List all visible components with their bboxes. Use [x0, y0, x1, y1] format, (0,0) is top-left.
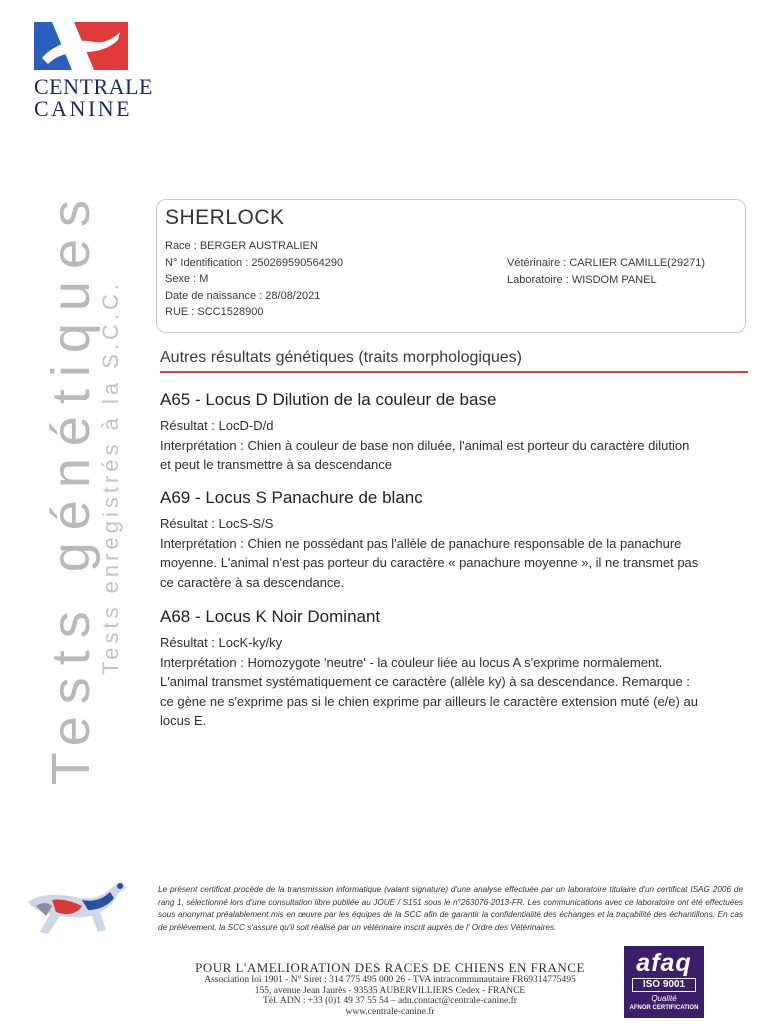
afaq-qualite: Qualité [651, 994, 677, 1003]
dog-flag-icon [34, 22, 128, 70]
afaq-certification-badge [624, 946, 704, 1018]
afaq-brand: afaq [636, 949, 692, 977]
result-interpretation-line: Interprétation : Chien ne possédant pas l'allèle de panachure responsable de la panachure [160, 535, 682, 551]
result-title: A65 - Locus D Dilution de la couleur de base [160, 390, 497, 409]
result-interpretation-line: Interprétation : Homozygote 'neutre' - la couleur liée au locus A s'exprime normalement. [160, 654, 663, 670]
logo-line-1: CENTRALE [34, 74, 153, 99]
result-interpretation-line: ce caractère à sa descendance. [160, 574, 345, 590]
result-a69 [160, 488, 750, 592]
result-interpretation-line: ce gène ne s'exprime pas si le chien exprime par ailleurs le caractère extension muté (e/e) au [160, 693, 698, 709]
result-a68 [160, 607, 750, 731]
afaq-cert: AFNOR CERTIFICATION [629, 1005, 699, 1011]
result-interpretation-line: Interprétation : Chien à couleur de base non diluée, l'animal est porteur du caractère dilution [160, 437, 690, 453]
dog-sexe: Sexe : M [165, 273, 209, 285]
address-street: 155, avenue Jean Jaurès - 93535 AUBERVILLIERS Cedex - FRANCE [254, 985, 526, 996]
address-association: Association loi 1901 - N° Siret : 314 775 495 000 26 - TVA intracommunautaire FR69314775495 [204, 975, 576, 985]
dog-birthdate: Date de naissance : 28/08/2021 [165, 289, 321, 302]
result-value: Résultat : LocD-D/d [160, 418, 274, 433]
legal-notice: Le présent certificat procède de la transmission informatique (valant signature) d'une analyse effectuée par un laboratoire titulaire d'un certificat ISAG 2006 de rang 1, sélectionné lors d'une consultation libre publiée au JOUE / S151 sous le n°263076-2013-FR. Les communications avec ce laboratoire ont été effectuées sous anonymat préalablement mis en œuvre par les équipes de la SCC afin de garantir la confidentialité des échanges et la traçabilité des échantillons. En cas de prélèvement, la SCC s'assure qu'il soit réalisé par un vétérinaire inscrit auprès de l' Ordre des Vétérinaires. [158, 885, 743, 932]
dog-identification: N° Identification : 250269590564290 [165, 256, 344, 269]
afaq-iso: ISO 9001 [632, 978, 696, 992]
result-title: A69 - Locus S Panachure de blanc [160, 488, 423, 507]
section-title: Autres résultats génétiques (traits morphologiques) [160, 349, 748, 373]
dog-name: SHERLOCK [165, 206, 285, 229]
running-dog-icon [22, 872, 132, 944]
laboratory: Laboratoire : WISDOM PANEL [507, 273, 657, 286]
result-interpretation-line: L'animal transmet systématiquement ce caractère (allèle ky) à sa descendance. Remarque : [160, 674, 690, 689]
address-website: www.centrale-canine.fr [345, 1006, 435, 1017]
result-interpretation-line: et peut le transmettre à sa descendance [160, 457, 392, 472]
veterinarian: Vétérinaire : CARLIER CAMILLE(29271) [507, 257, 706, 269]
centrale-canine-logo [34, 22, 153, 121]
side-banner [40, 187, 130, 785]
side-subtitle: Tests enregistrés à la S.C.C. [98, 280, 123, 675]
footer-address [160, 960, 620, 1017]
footer-dog-illustration [22, 872, 132, 949]
result-value: Résultat : LocS-S/S [160, 516, 274, 531]
address-phone-email: Tél. ADN : +33 (0)1 49 37 55 54 – adn.contact@centrale-canine.fr [263, 996, 517, 1006]
lab-details [507, 255, 705, 288]
side-title: Tests génétiques [41, 187, 101, 785]
result-interpretation-line: locus E. [160, 713, 207, 728]
logo-line-2: CANINE [34, 96, 133, 121]
result-a65 [160, 390, 750, 475]
dog-race: Race : BERGER AUSTRALIEN [165, 240, 318, 252]
dog-details [165, 238, 343, 321]
dog-info-box [156, 199, 746, 333]
address-tagline: POUR L'AMELIORATION DES RACES DE CHIENS EN FRANCE [195, 960, 585, 975]
dog-rue: RUE : SCC1528900 [165, 306, 264, 318]
result-interpretation-line: moyenne. L'animal n'est pas porteur du caractère « panachure moyenne », il ne transmet pas [160, 555, 699, 570]
result-title: A68 - Locus K Noir Dominant [160, 607, 381, 626]
result-value: Résultat : LocK-ky/ky [160, 635, 283, 650]
